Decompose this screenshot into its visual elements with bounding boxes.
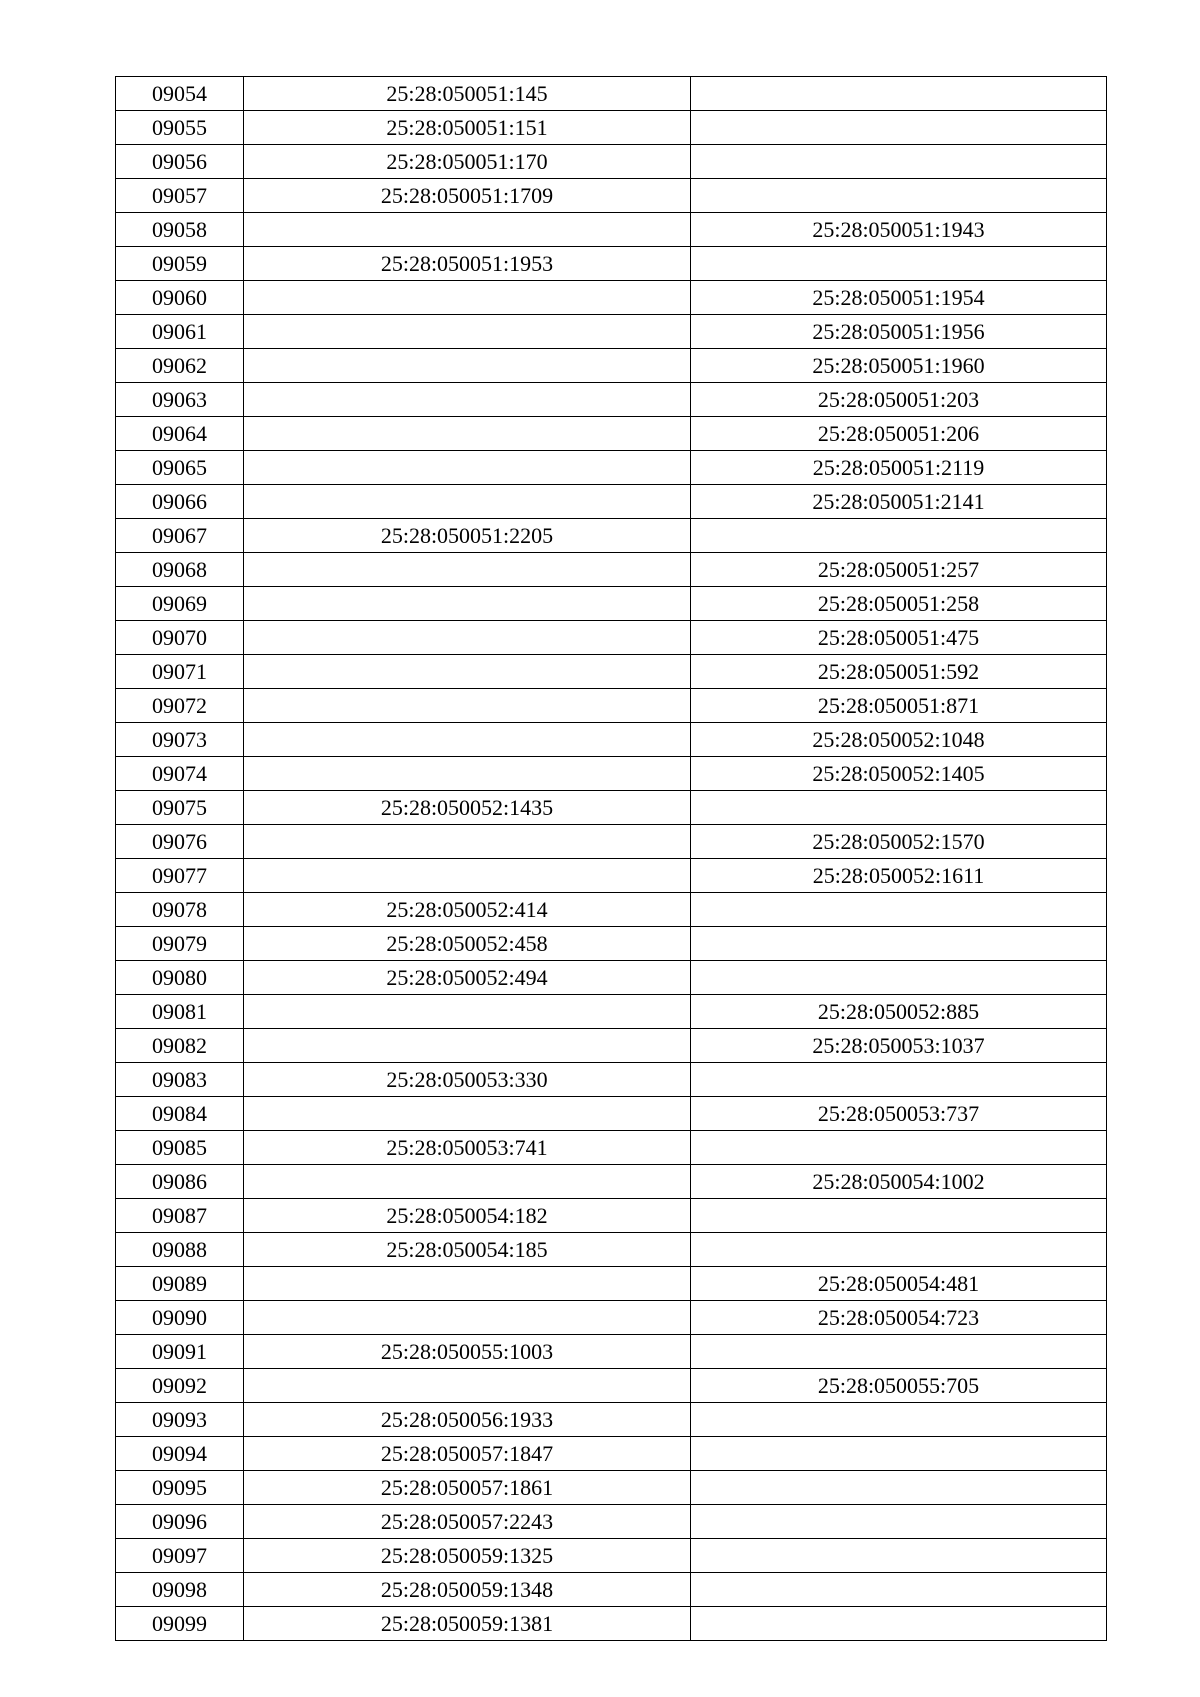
row-number-cell: 09070 <box>116 621 244 655</box>
cadastral-number-cell-a <box>244 995 691 1029</box>
table-row <box>116 77 1107 111</box>
table-row <box>116 213 1107 247</box>
row-number-cell: 09071 <box>116 655 244 689</box>
table-row <box>116 383 1107 417</box>
cadastral-number-cell-a: 25:28:050051:1709 <box>244 179 691 213</box>
row-number-cell: 09097 <box>116 1539 244 1573</box>
row-number-cell: 09084 <box>116 1097 244 1131</box>
cadastral-number-cell-b: 25:28:050051:1943 <box>691 213 1107 247</box>
row-number-cell: 09078 <box>116 893 244 927</box>
table-row <box>116 927 1107 961</box>
table-row <box>116 1131 1107 1165</box>
row-number-cell: 09086 <box>116 1165 244 1199</box>
cadastral-number-cell-b <box>691 1335 1107 1369</box>
table-row <box>116 1335 1107 1369</box>
table-row <box>116 111 1107 145</box>
table-row <box>116 723 1107 757</box>
row-number-cell: 09067 <box>116 519 244 553</box>
cadastral-number-cell-b <box>691 179 1107 213</box>
cadastral-number-cell-b: 25:28:050055:705 <box>691 1369 1107 1403</box>
cadastral-number-cell-a <box>244 349 691 383</box>
cadastral-number-cell-a <box>244 383 691 417</box>
cadastral-number-cell-b <box>691 1063 1107 1097</box>
cadastral-number-cell-a: 25:28:050054:182 <box>244 1199 691 1233</box>
row-number-cell: 09087 <box>116 1199 244 1233</box>
table-row <box>116 247 1107 281</box>
cadastral-number-cell-b: 25:28:050052:1405 <box>691 757 1107 791</box>
row-number-cell: 09099 <box>116 1607 244 1641</box>
row-number-cell: 09066 <box>116 485 244 519</box>
cadastral-number-cell-a: 25:28:050057:2243 <box>244 1505 691 1539</box>
table-row <box>116 1471 1107 1505</box>
cadastral-number-cell-b: 25:28:050051:258 <box>691 587 1107 621</box>
table-row <box>116 587 1107 621</box>
cadastral-number-cell-a: 25:28:050055:1003 <box>244 1335 691 1369</box>
cadastral-number-cell-b: 25:28:050052:885 <box>691 995 1107 1029</box>
cadastral-number-cell-b: 25:28:050051:475 <box>691 621 1107 655</box>
table-row <box>116 689 1107 723</box>
cadastral-number-cell-a <box>244 553 691 587</box>
cadastral-number-cell-a <box>244 1369 691 1403</box>
row-number-cell: 09092 <box>116 1369 244 1403</box>
table-row <box>116 757 1107 791</box>
cadastral-number-cell-b: 25:28:050051:203 <box>691 383 1107 417</box>
row-number-cell: 09056 <box>116 145 244 179</box>
cadastral-number-cell-b: 25:28:050052:1570 <box>691 825 1107 859</box>
cadastral-number-cell-b: 25:28:050051:871 <box>691 689 1107 723</box>
table-row <box>116 1539 1107 1573</box>
row-number-cell: 09063 <box>116 383 244 417</box>
cadastral-number-cell-a: 25:28:050053:330 <box>244 1063 691 1097</box>
row-number-cell: 09059 <box>116 247 244 281</box>
cadastral-number-cell-a: 25:28:050059:1325 <box>244 1539 691 1573</box>
cadastral-number-cell-b <box>691 1437 1107 1471</box>
cadastral-number-cell-b: 25:28:050051:1960 <box>691 349 1107 383</box>
table-row <box>116 1233 1107 1267</box>
cadastral-number-cell-b <box>691 1199 1107 1233</box>
row-number-cell: 09079 <box>116 927 244 961</box>
cadastral-number-cell-b: 25:28:050052:1611 <box>691 859 1107 893</box>
cadastral-number-cell-a: 25:28:050059:1381 <box>244 1607 691 1641</box>
cadastral-number-cell-b <box>691 111 1107 145</box>
table-row <box>116 621 1107 655</box>
cadastral-number-cell-b <box>691 77 1107 111</box>
table-row <box>116 1403 1107 1437</box>
row-number-cell: 09057 <box>116 179 244 213</box>
cadastral-number-cell-b: 25:28:050051:257 <box>691 553 1107 587</box>
cadastral-number-cell-a: 25:28:050051:145 <box>244 77 691 111</box>
cadastral-number-cell-a <box>244 655 691 689</box>
cadastral-number-cell-b <box>691 1505 1107 1539</box>
cadastral-number-cell-b: 25:28:050054:723 <box>691 1301 1107 1335</box>
cadastral-number-cell-a <box>244 1267 691 1301</box>
row-number-cell: 09090 <box>116 1301 244 1335</box>
cadastral-number-cell-a <box>244 315 691 349</box>
cadastral-number-cell-b <box>691 247 1107 281</box>
table-row <box>116 1165 1107 1199</box>
cadastral-number-cell-b: 25:28:050051:2119 <box>691 451 1107 485</box>
table-row <box>116 485 1107 519</box>
row-number-cell: 09089 <box>116 1267 244 1301</box>
cadastral-number-cell-b <box>691 1471 1107 1505</box>
cadastral-number-cell-a <box>244 1301 691 1335</box>
table-row <box>116 145 1107 179</box>
cadastral-number-cell-a <box>244 1029 691 1063</box>
table-row <box>116 1267 1107 1301</box>
table-row <box>116 791 1107 825</box>
table-row <box>116 315 1107 349</box>
cadastral-number-cell-b: 25:28:050052:1048 <box>691 723 1107 757</box>
cadastral-number-cell-b <box>691 145 1107 179</box>
cadastral-number-cell-b <box>691 1539 1107 1573</box>
table-row <box>116 859 1107 893</box>
row-number-cell: 09096 <box>116 1505 244 1539</box>
table-row <box>116 553 1107 587</box>
cadastral-number-cell-a: 25:28:050052:1435 <box>244 791 691 825</box>
table-row <box>116 1097 1107 1131</box>
table-row <box>116 893 1107 927</box>
cadastral-number-cell-b <box>691 1573 1107 1607</box>
cadastral-number-cell-b <box>691 893 1107 927</box>
row-number-cell: 09085 <box>116 1131 244 1165</box>
cadastral-number-cell-a: 25:28:050057:1861 <box>244 1471 691 1505</box>
row-number-cell: 09054 <box>116 77 244 111</box>
table-row <box>116 1607 1107 1641</box>
table-row <box>116 961 1107 995</box>
cadastral-number-cell-b: 25:28:050054:1002 <box>691 1165 1107 1199</box>
cadastral-number-cell-a: 25:28:050057:1847 <box>244 1437 691 1471</box>
row-number-cell: 09088 <box>116 1233 244 1267</box>
row-number-cell: 09062 <box>116 349 244 383</box>
cadastral-number-cell-a <box>244 213 691 247</box>
cadastral-number-cell-b: 25:28:050053:1037 <box>691 1029 1107 1063</box>
cadastral-number-cell-b: 25:28:050051:1956 <box>691 315 1107 349</box>
cadastral-number-cell-a <box>244 451 691 485</box>
row-number-cell: 09055 <box>116 111 244 145</box>
cadastral-number-cell-a <box>244 587 691 621</box>
table-row <box>116 1063 1107 1097</box>
table-row <box>116 655 1107 689</box>
row-number-cell: 09073 <box>116 723 244 757</box>
cadastral-number-cell-a: 25:28:050059:1348 <box>244 1573 691 1607</box>
cadastral-number-cell-a: 25:28:050051:1953 <box>244 247 691 281</box>
row-number-cell: 09058 <box>116 213 244 247</box>
cadastral-number-cell-a: 25:28:050052:494 <box>244 961 691 995</box>
cadastral-number-cell-b <box>691 1131 1107 1165</box>
cadastral-number-cell-a <box>244 723 691 757</box>
cadastral-number-cell-a <box>244 1097 691 1131</box>
cadastral-number-cell-a <box>244 417 691 451</box>
row-number-cell: 09093 <box>116 1403 244 1437</box>
row-number-cell: 09074 <box>116 757 244 791</box>
cadastral-number-cell-a: 25:28:050051:170 <box>244 145 691 179</box>
cadastral-number-cell-a: 25:28:050053:741 <box>244 1131 691 1165</box>
table-row <box>116 1505 1107 1539</box>
table-row <box>116 1029 1107 1063</box>
table-row <box>116 451 1107 485</box>
row-number-cell: 09095 <box>116 1471 244 1505</box>
row-number-cell: 09072 <box>116 689 244 723</box>
cadastral-number-cell-b: 25:28:050051:592 <box>691 655 1107 689</box>
row-number-cell: 09061 <box>116 315 244 349</box>
row-number-cell: 09082 <box>116 1029 244 1063</box>
table-row <box>116 1301 1107 1335</box>
row-number-cell: 09091 <box>116 1335 244 1369</box>
row-number-cell: 09068 <box>116 553 244 587</box>
cadastral-number-cell-b: 25:28:050051:206 <box>691 417 1107 451</box>
cadastral-number-cell-a <box>244 757 691 791</box>
cadastral-number-cell-b <box>691 791 1107 825</box>
cadastral-number-cell-a: 25:28:050052:414 <box>244 893 691 927</box>
table-row <box>116 1199 1107 1233</box>
cadastral-number-cell-a <box>244 1165 691 1199</box>
cadastral-number-cell-b <box>691 961 1107 995</box>
table-row <box>116 1369 1107 1403</box>
table-row <box>116 1437 1107 1471</box>
cadastral-number-cell-a: 25:28:050052:458 <box>244 927 691 961</box>
row-number-cell: 09065 <box>116 451 244 485</box>
cadastral-number-cell-b <box>691 1607 1107 1641</box>
cadastral-number-cell-b <box>691 1403 1107 1437</box>
table-row <box>116 281 1107 315</box>
cadastral-number-cell-a <box>244 859 691 893</box>
cadastral-number-cell-b: 25:28:050051:2141 <box>691 485 1107 519</box>
row-number-cell: 09060 <box>116 281 244 315</box>
cadastral-number-cell-a: 25:28:050056:1933 <box>244 1403 691 1437</box>
row-number-cell: 09094 <box>116 1437 244 1471</box>
cadastral-table <box>115 76 1107 1641</box>
cadastral-number-cell-a <box>244 621 691 655</box>
cadastral-number-cell-b: 25:28:050053:737 <box>691 1097 1107 1131</box>
table-row <box>116 825 1107 859</box>
row-number-cell: 09083 <box>116 1063 244 1097</box>
row-number-cell: 09098 <box>116 1573 244 1607</box>
cadastral-number-cell-a <box>244 485 691 519</box>
table-row <box>116 349 1107 383</box>
cadastral-number-cell-a <box>244 689 691 723</box>
table-row <box>116 995 1107 1029</box>
table-row <box>116 417 1107 451</box>
row-number-cell: 09069 <box>116 587 244 621</box>
row-number-cell: 09081 <box>116 995 244 1029</box>
table-body <box>116 77 1107 1641</box>
cadastral-number-cell-a <box>244 281 691 315</box>
cadastral-number-cell-a <box>244 825 691 859</box>
row-number-cell: 09080 <box>116 961 244 995</box>
cadastral-number-cell-b <box>691 1233 1107 1267</box>
row-number-cell: 09064 <box>116 417 244 451</box>
cadastral-number-cell-a: 25:28:050051:2205 <box>244 519 691 553</box>
table-row <box>116 179 1107 213</box>
cadastral-number-cell-a: 25:28:050051:151 <box>244 111 691 145</box>
cadastral-number-cell-b: 25:28:050051:1954 <box>691 281 1107 315</box>
cadastral-number-cell-b: 25:28:050054:481 <box>691 1267 1107 1301</box>
row-number-cell: 09077 <box>116 859 244 893</box>
cadastral-number-cell-b <box>691 927 1107 961</box>
row-number-cell: 09075 <box>116 791 244 825</box>
table-row <box>116 519 1107 553</box>
table-row <box>116 1573 1107 1607</box>
cadastral-number-cell-a: 25:28:050054:185 <box>244 1233 691 1267</box>
cadastral-number-cell-b <box>691 519 1107 553</box>
row-number-cell: 09076 <box>116 825 244 859</box>
